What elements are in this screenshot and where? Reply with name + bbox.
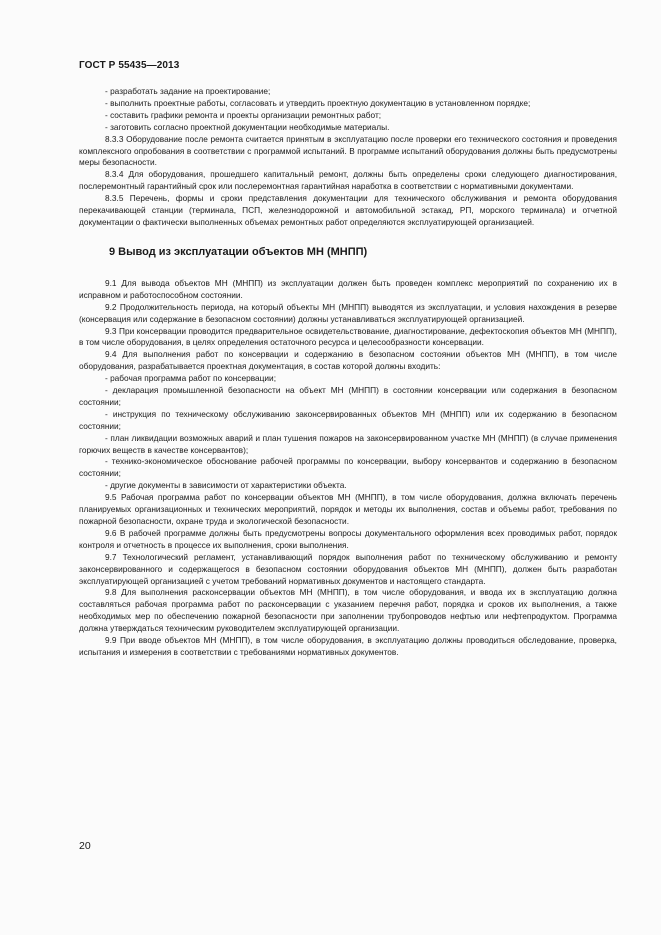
clause-9-8: 9.8 Для выполнения расконсервации объектов МН (МНПП), в том числе оборудования, и ввода их в эксплуатацию должна составляться рабочая программа работ по расконсервации с указанием перечня работ, порядка и сроков их выполнения, а также необходимых мер по обеспечению пожарной безопасности при заполнении трубопроводов нефтью или нефтепродуктом. Программа должна утверждаться техническим руководителем эксплуатирующей организации. [79, 587, 617, 634]
clause-8-3-5: 8.3.5 Перечень, формы и сроки представления документации для технического обслуживания и ремонта оборудования перекачивающей станции (терминала, ПСП, железнодорожной и автомобильной эстакад, РП, морского терминала) и отчетной документации о фактически выполненных объемах ремонтных работ определяются эксплуатирующей организацией. [79, 193, 617, 227]
clause-9-7: 9.7 Технологический регламент, устанавливающий порядок выполнения работ по техническому обслуживанию и ремонту законсервированного и содержащегося в безопасном состоянии оборудования объектов МН (МНПП), должен быть разработан эксплуатирующей организацией с учетом требований нормативных документов и настоящего стандарта. [79, 551, 617, 586]
list-item: - рабочая программа работ по консервации; [105, 373, 277, 384]
list-item: - инструкция по техническому обслуживанию законсервированных объектов МН (МНПП) или их содержанию в безопасном состоянии; [79, 408, 617, 431]
clause-8-3-3: 8.3.3 Оборудование после ремонта считается принятым в эксплуатацию после проверки его технического состояния и проведения комплексного опробования в соответствии с программой испытаний. В программе испытаний оборудования должны быть предусмотрены меры безопасности. [79, 133, 617, 168]
list-item: - разработать задание на проектирование; [105, 86, 271, 96]
clause-9-1: 9.1 Для вывода объектов МН (МНПП) из эксплуатации должен быть проведен комплекс мероприятий по сохранению их в исправном и работоспособном состоянии. [79, 277, 617, 300]
list-item: - составить графики ремонта и проекты организации ремонтных работ; [105, 109, 382, 120]
document-header: ГОСТ Р 55435—2013 [79, 60, 180, 71]
page-body [79, 86, 617, 659]
list-item: - декларация промышленной безопасности на объект МН (МНПП) в состоянии консервации или содержания в безопасном состоянии; [79, 385, 617, 407]
list-item: - заготовить согласно проектной документации необходимые материалы. [105, 121, 390, 132]
list-item: - другие документы в зависимости от характеристики объекта. [105, 480, 347, 491]
clause-9-5: 9.5 Рабочая программа работ по консервации объектов МН (МНПП), в том числе оборудования, должна включать перечень планируемых организационных и технических мероприятий, порядок и методы их выполнения, состав и объемы работ, требования по пожарной безопасности, охране труда и экологической безопасности. [79, 492, 617, 526]
page-number: 20 [79, 840, 91, 852]
clause-9-2: 9.2 Продолжительность периода, на который объекты МН (МНПП) выводятся из эксплуатации, и условия нахождения в резерве (консервация или содержание в безопасном состоянии) должны устанавливаться эксплуатирующей организацией. [79, 301, 617, 324]
list-item: - выполнить проектные работы, согласовать и утвердить проектную документацию в установленном порядке; [105, 97, 531, 108]
clause-9-4: 9.4 Для выполнения работ по консервации и содержанию в безопасном состоянии объектов МН (МНПП), в том числе оборудования, разрабатывается проектная документация, в состав которой должны входить: [79, 349, 617, 372]
list-item: - технико-экономическое обоснование рабочей программы по консервации, выбору консервантов и содержанию в безопасном состоянии; [79, 456, 617, 479]
list-item: - план ликвидации возможных аварий и план тушения пожаров на законсервированном участке МН (МНПП) (в случае применения горючих веществ в качестве консервантов); [79, 432, 617, 455]
clause-9-3: 9.3 При консервации проводится предварительное освидетельствование, диагностирование, дефектоскопия объектов МН (МНПП), в том числе оборудования, в целях определения остаточного ресурса и целесообразности консервации. [79, 325, 617, 348]
clause-9-9: 9.9 При вводе объектов МН (МНПП), в том числе оборудования, в эксплуатацию должны проводиться обследование, проверка, испытания и измерения в соответствии с требованиями нормативных документов. [79, 635, 617, 657]
section-heading: 9 Вывод из эксплуатации объектов МН (МНПП) [109, 245, 368, 258]
clause-8-3-4: 8.3.4 Для оборудования, прошедшего капитальный ремонт, должны быть определены сроки следующего диагностирования, послеремонтный гарантийный срок или послеремонтная гарантийная наработка в соответствии с нормативными документами. [79, 169, 617, 192]
clause-9-6: 9.6 В рабочей программе должны быть предусмотрены вопросы документального оформления всех проводимых работ, порядок контроля и отчетность в процессе их выполнения, сроки выполнения. [79, 527, 617, 550]
